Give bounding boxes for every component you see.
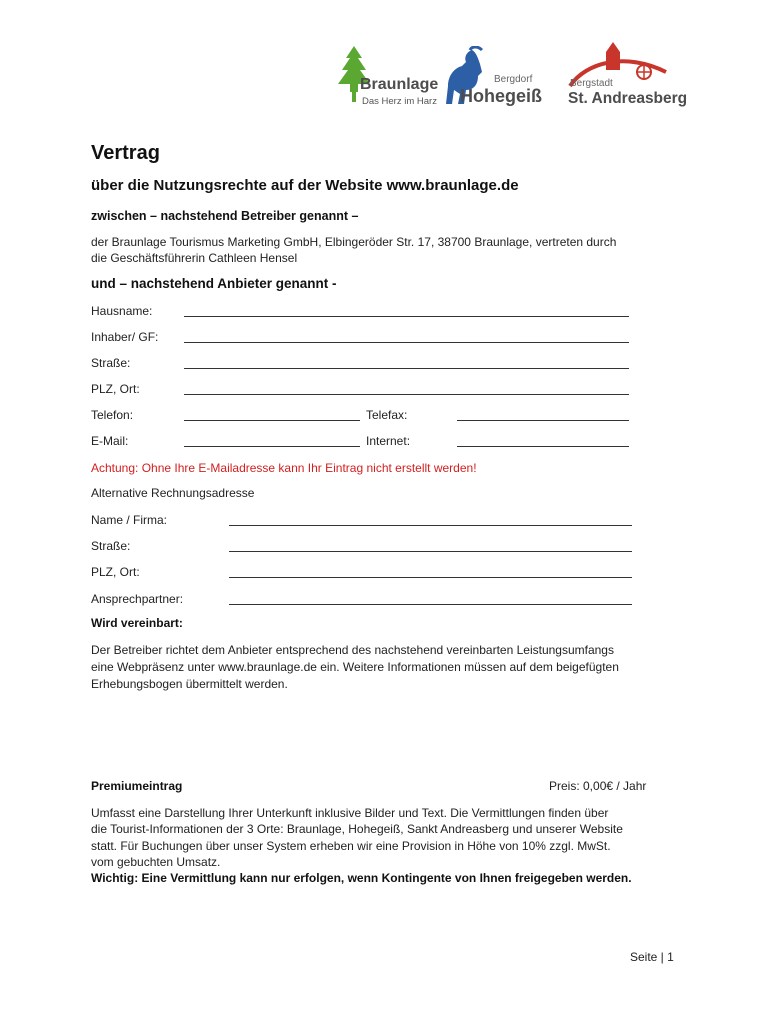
- field-label-telefon: Telefon:: [91, 408, 134, 422]
- field-line-strasse[interactable]: [184, 368, 629, 369]
- agreed-heading: Wird vereinbart:: [91, 616, 183, 630]
- page-title: Vertrag: [91, 142, 160, 164]
- operator-line-1: der Braunlage Tourismus Marketing GmbH, Elbingeröder Str. 17, 38700 Braunlage, vertreten durch: [91, 235, 617, 249]
- field-label-plz: PLZ, Ort:: [91, 382, 140, 396]
- page-subtitle: über die Nutzungsrechte auf der Website www.braunlage.de: [91, 177, 519, 194]
- page-number: Seite | 1: [630, 950, 674, 964]
- alt-label-name: Name / Firma:: [91, 513, 168, 527]
- field-label-internet: Internet:: [366, 434, 411, 448]
- braunlage-logo-tagline: Das Herz im Harz: [362, 96, 437, 107]
- field-line-telefon[interactable]: [184, 420, 360, 421]
- field-line-plz[interactable]: [184, 394, 629, 395]
- hohegeiss-logo-name: Hohegeiß: [460, 86, 543, 106]
- between-heading: zwischen – nachstehend Betreiber genannt –: [91, 209, 359, 223]
- agreed-line-2: eine Webpräsenz unter www.braunlage.de ein. Weitere Informationen müssen auf dem beigefügten: [91, 660, 619, 674]
- operator-line-2: die Geschäftsführerin Cathleen Hensel: [91, 251, 298, 265]
- premium-text-2: die Tourist-Informationen der 3 Orte: Braunlage, Hohegeiß, Sankt Andreasberg und unserer Website: [91, 822, 623, 836]
- andreasberg-logo-prefix: Bergstadt: [570, 78, 613, 89]
- alt-address-heading: Alternative Rechnungsadresse: [91, 486, 255, 500]
- premium-price: Preis: 0,00€ / Jahr: [549, 779, 647, 793]
- agreed-line-1: Der Betreiber richtet dem Anbieter entsprechend des nachstehend vereinbarten Leistungsumfangs: [91, 643, 614, 657]
- field-line-hausname[interactable]: [184, 316, 629, 317]
- premium-text-3: statt. Für Buchungen über unser System erheben wir eine Provision in Höhe von 10% zzgl. MwSt.: [91, 839, 611, 853]
- field-line-email[interactable]: [184, 446, 360, 447]
- alt-line-plz[interactable]: [229, 577, 632, 578]
- braunlage-logo-name: Braunlage: [360, 76, 439, 93]
- premium-label: Premiumeintrag: [91, 779, 183, 793]
- alt-line-strasse[interactable]: [229, 551, 632, 552]
- provider-heading: und – nachstehend Anbieter genannt -: [91, 276, 337, 291]
- field-label-telefax: Telefax:: [366, 408, 408, 422]
- agreed-line-3: Erhebungsbogen übermittelt werden.: [91, 677, 288, 691]
- field-label-strasse: Straße:: [91, 356, 131, 370]
- premium-text-1: Umfasst eine Darstellung Ihrer Unterkunft inklusive Bilder und Text. Die Vermittlungen finden über: [91, 806, 609, 820]
- alt-label-strasse: Straße:: [91, 539, 131, 553]
- field-label-email: E-Mail:: [91, 434, 129, 448]
- hohegeiss-logo-prefix: Bergdorf: [494, 74, 533, 85]
- alt-label-contact: Ansprechpartner:: [91, 592, 184, 606]
- andreasberg-logo-name: St. Andreasberg: [568, 90, 688, 107]
- alt-line-name[interactable]: [229, 525, 632, 526]
- email-warning: Achtung: Ohne Ihre E-Mailadresse kann Ihr Eintrag nicht erstellt werden!: [91, 461, 477, 475]
- field-label-hausname: Hausname:: [91, 304, 153, 318]
- field-line-telefax[interactable]: [457, 420, 629, 421]
- field-label-inhaber: Inhaber/ GF:: [91, 330, 159, 344]
- alt-line-contact[interactable]: [229, 604, 632, 605]
- premium-text-4: vom gebuchten Umsatz.: [91, 855, 221, 869]
- premium-important: Wichtig: Eine Vermittlung kann nur erfolgen, wenn Kontingente von Ihnen freigegeben werden.: [91, 871, 632, 885]
- field-line-inhaber[interactable]: [184, 342, 629, 343]
- field-line-internet[interactable]: [457, 446, 629, 447]
- alt-label-plz: PLZ, Ort:: [91, 565, 140, 579]
- header-logos: [330, 40, 690, 120]
